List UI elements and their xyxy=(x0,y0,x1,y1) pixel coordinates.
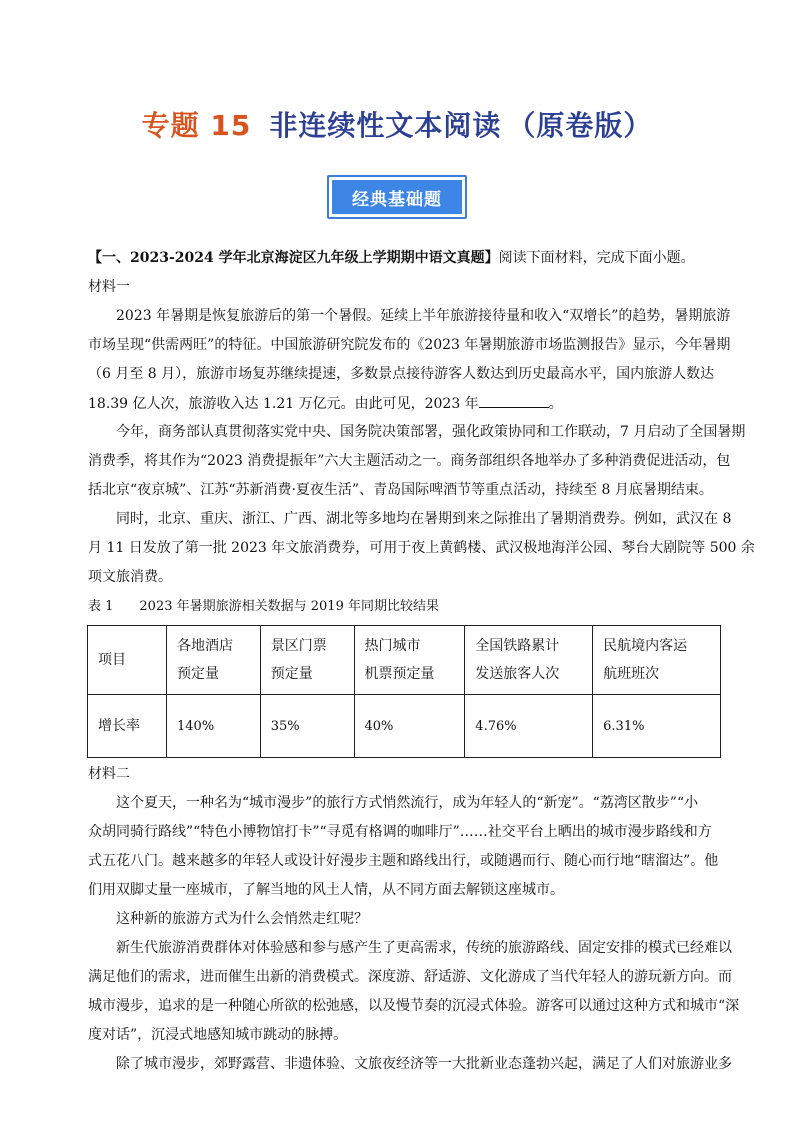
table-header-row xyxy=(88,626,721,695)
table-header-cell: 项目 xyxy=(88,626,167,695)
text-line: 式五花八门。越来越多的年轻人或设计好漫步主题和路线出行，或随遇而行、随心而行地“瞎溜达”。他 xyxy=(88,853,719,869)
table-cell: 增长率 xyxy=(88,695,167,758)
question-header xyxy=(88,244,718,273)
page-title xyxy=(0,104,794,144)
text-line: 月 11 日发放了第一批 2023 年文旅消费券，可用于夜上黄鹤楼、武汉极地海洋公园、琴台大剧院等 500 余 xyxy=(88,540,755,556)
table-cell: 4.76% xyxy=(465,695,593,758)
material2-paragraph-1 xyxy=(88,789,718,905)
text-line: 们用双脚丈量一座城市，了解当地的风土人情，从不同方面去解锁这座城市。 xyxy=(88,882,564,898)
text-line: 众胡同骑行路线”“特色小博物馆打卡”“寻觅有格调的咖啡厅”……社交平台上晒出的城市漫步路线和方 xyxy=(88,824,712,840)
table-cell: 140% xyxy=(167,695,261,758)
text-line: 同时，北京、重庆、浙江、广西、湖北等多地均在暑期到来之际推出了暑期消费券。例如，武汉在 8 xyxy=(116,511,732,527)
text-line: 今年，商务部认真贯彻落实党中央、国务院决策部署，强化政策协同和工作联动，7 月启动了全国暑期 xyxy=(116,424,746,440)
material1-paragraph-1 xyxy=(88,302,731,418)
text-line: 括北京“夜京城”、江苏“苏新消费·夏夜生活”、青岛国际啤酒节等重点活动，持续至 8 月底暑期结束。 xyxy=(88,482,713,498)
table-cell: 35% xyxy=(260,695,354,758)
table-cell: 40% xyxy=(354,695,465,758)
table-header-cell: 各地酒店 预定量 xyxy=(167,626,261,695)
text-line: 项文旅消费。 xyxy=(88,569,172,585)
text-line: 城市漫步，追求的是一种随心所欲的松弛感，以及慢节奏的沉浸式体验。游客可以通过这种方式和城市“深 xyxy=(88,998,740,1014)
text-line: 2023 年暑期是恢复旅游后的第一个暑假。延续上半年旅游接待量和收入“双增长”的趋势，暑期旅游 xyxy=(116,308,731,324)
material2-paragraph-2 xyxy=(88,905,718,934)
reading-content xyxy=(88,244,755,1079)
question-instruction: 阅读下面材料，完成下面小题。 xyxy=(498,250,695,266)
text-segment: 18.39 亿人次，旅游收入达 1.21 万亿元。由此可见，2023 年 xyxy=(88,396,479,412)
table-row xyxy=(88,695,721,758)
table-header-cell: 热门城市 机票预定量 xyxy=(354,626,465,695)
material2-heading: 材料二 xyxy=(88,766,130,782)
text-line: 除了城市漫步，郊野露营、非遗体验、文旅夜经济等一大批新业态蓬勃兴起，满足了人们对旅游业多 xyxy=(116,1056,732,1072)
section-badge xyxy=(327,175,467,219)
data-table xyxy=(87,625,721,758)
fill-in-blank[interactable] xyxy=(479,389,549,408)
topic-title: 非连续性文本阅读 xyxy=(269,109,502,142)
table-header-cell: 景区门票 预定量 xyxy=(260,626,354,695)
material1-paragraph-3 xyxy=(88,505,755,592)
question-source: 【一、2023-2024 学年北京海淀区九年级上学期期中语文真题】 xyxy=(88,250,499,266)
topic-number: 专题 15 xyxy=(141,109,252,142)
text-line: 这个夏天，一种名为“城市漫步”的旅行方式悄然流行，成为年轻人的“新宠”。“荔湾区散步”“小 xyxy=(116,795,699,811)
table-header-cell: 全国铁路累计 发送旅客人次 xyxy=(465,626,593,695)
text-line xyxy=(88,389,718,418)
material1-paragraph-2 xyxy=(88,418,746,505)
section-badge-label: 经典基础题 xyxy=(332,180,462,214)
text-line: 新生代旅游消费群体对体验感和参与感产生了更高需求，传统的旅游路线、固定安排的模式已经难以 xyxy=(116,940,732,956)
text-line: 这种新的旅游方式为什么会悄然走红呢？ xyxy=(116,911,368,927)
table-caption: 表 1 2023 年暑期旅游相关数据与 2019 年同期比较结果 xyxy=(88,599,439,614)
material1-heading: 材料一 xyxy=(88,279,130,295)
material2-paragraph-3 xyxy=(88,934,740,1050)
text-line: 市场呈现“供需两旺”的特征。中国旅游研究院发布的《2023 年暑期旅游市场监测报告》显示，今年暑期 xyxy=(88,337,731,353)
table-cell: 6.31% xyxy=(593,695,721,758)
text-line: （6 月至 8 月），旅游市场复苏继续提速，多数景点接待游客人数达到历史最高水平，国内旅游人数达 xyxy=(88,366,715,382)
table-header-cell: 民航境内客运 航班班次 xyxy=(593,626,721,695)
text-line: 度对话”，沉浸式地感知城市跳动的脉搏。 xyxy=(88,1027,348,1043)
topic-edition: （原卷版） xyxy=(507,109,653,142)
text-segment: 。 xyxy=(548,396,563,412)
material2-paragraph-4 xyxy=(88,1050,732,1079)
text-line: 满足他们的需求，进而催生出新的消费模式。深度游、舒适游、文化游成了当代年轻人的游玩新方向。而 xyxy=(88,969,732,985)
text-line: 消费季，将其作为“2023 消费提振年”六大主题活动之一。商务部组织各地举办了多种消费促进活动，包 xyxy=(88,453,731,469)
